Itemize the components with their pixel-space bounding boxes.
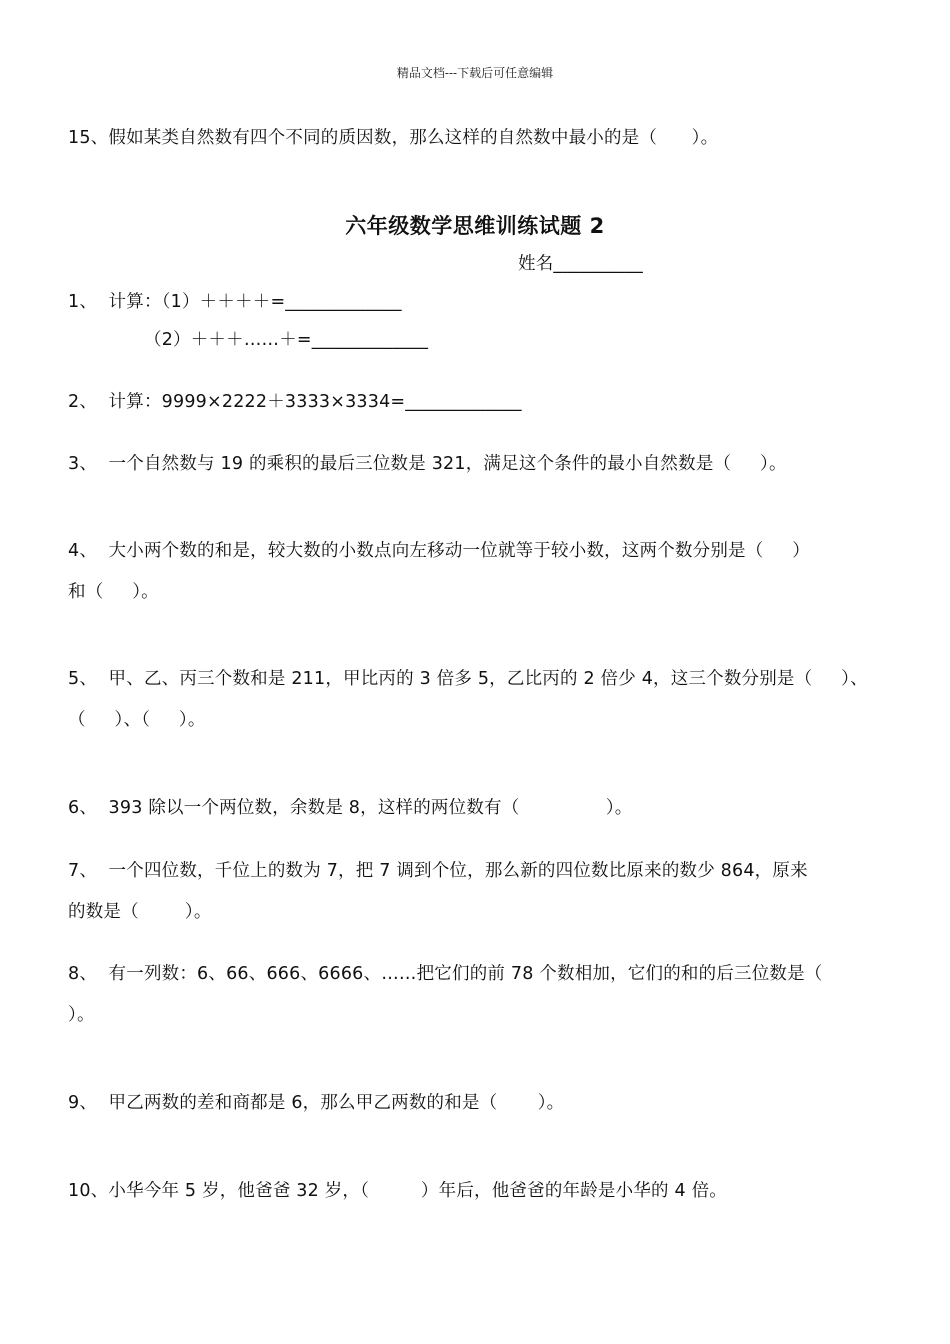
question-5b: （ ）、（ ）。 xyxy=(68,710,206,730)
question-2: 2、 计算：9999×2222＋3333×3334=_____________ xyxy=(68,392,522,412)
question-4b: 和（ ）。 xyxy=(68,582,159,602)
question-7a: 7、 一个四位数，千位上的数为 7，把 7 调到个位，那么新的四位数比原来的数少 864，原来 xyxy=(68,861,808,881)
question-8b: ）。 xyxy=(68,1005,95,1025)
page-title: 六年级数学思维训练试题 2 xyxy=(345,214,605,238)
question-6: 6、 393 除以一个两位数，余数是 8，这样的两位数有（ ）。 xyxy=(68,798,633,818)
question-15: 15、假如某类自然数有四个不同的质因数，那么这样的自然数中最小的是（ ）。 xyxy=(68,128,719,148)
page-header: 精品文档---下载后可任意编辑 xyxy=(396,66,554,80)
question-8a: 8、 有一列数：6、66、666、6666、……把它们的前 78 个数相加，它们的和的后三位数是（ xyxy=(68,964,823,984)
question-4a: 4、 大小两个数的和是，较大数的小数点向左移动一位就等于较小数，这两个数分别是（ ） xyxy=(68,541,810,561)
question-10: 10、小华今年 5 岁，他爸爸 32 岁，（ ）年后，他爸爸的年龄是小华的 4 倍。 xyxy=(68,1181,727,1201)
question-5a: 5、 甲、乙、丙三个数和是 211，甲比丙的 3 倍多 5，乙比丙的 2 倍少 4，这三个数分别是（ ）、 xyxy=(68,669,868,689)
name-field: 姓名__________ xyxy=(518,254,643,274)
question-9: 9、 甲乙两数的差和商都是 6，那么甲乙两数的和是（ ）。 xyxy=(68,1093,565,1113)
question-7b: 的数是（ ）。 xyxy=(68,902,212,922)
question-1a: 1、 计算：（1）＋＋＋＋=_____________ xyxy=(68,292,402,312)
question-1b: （2）＋＋＋……＋=_____________ xyxy=(144,330,429,350)
question-3: 3、 一个自然数与 19 的乘积的最后三位数是 321，满足这个条件的最小自然数是（ ）。 xyxy=(68,454,787,474)
